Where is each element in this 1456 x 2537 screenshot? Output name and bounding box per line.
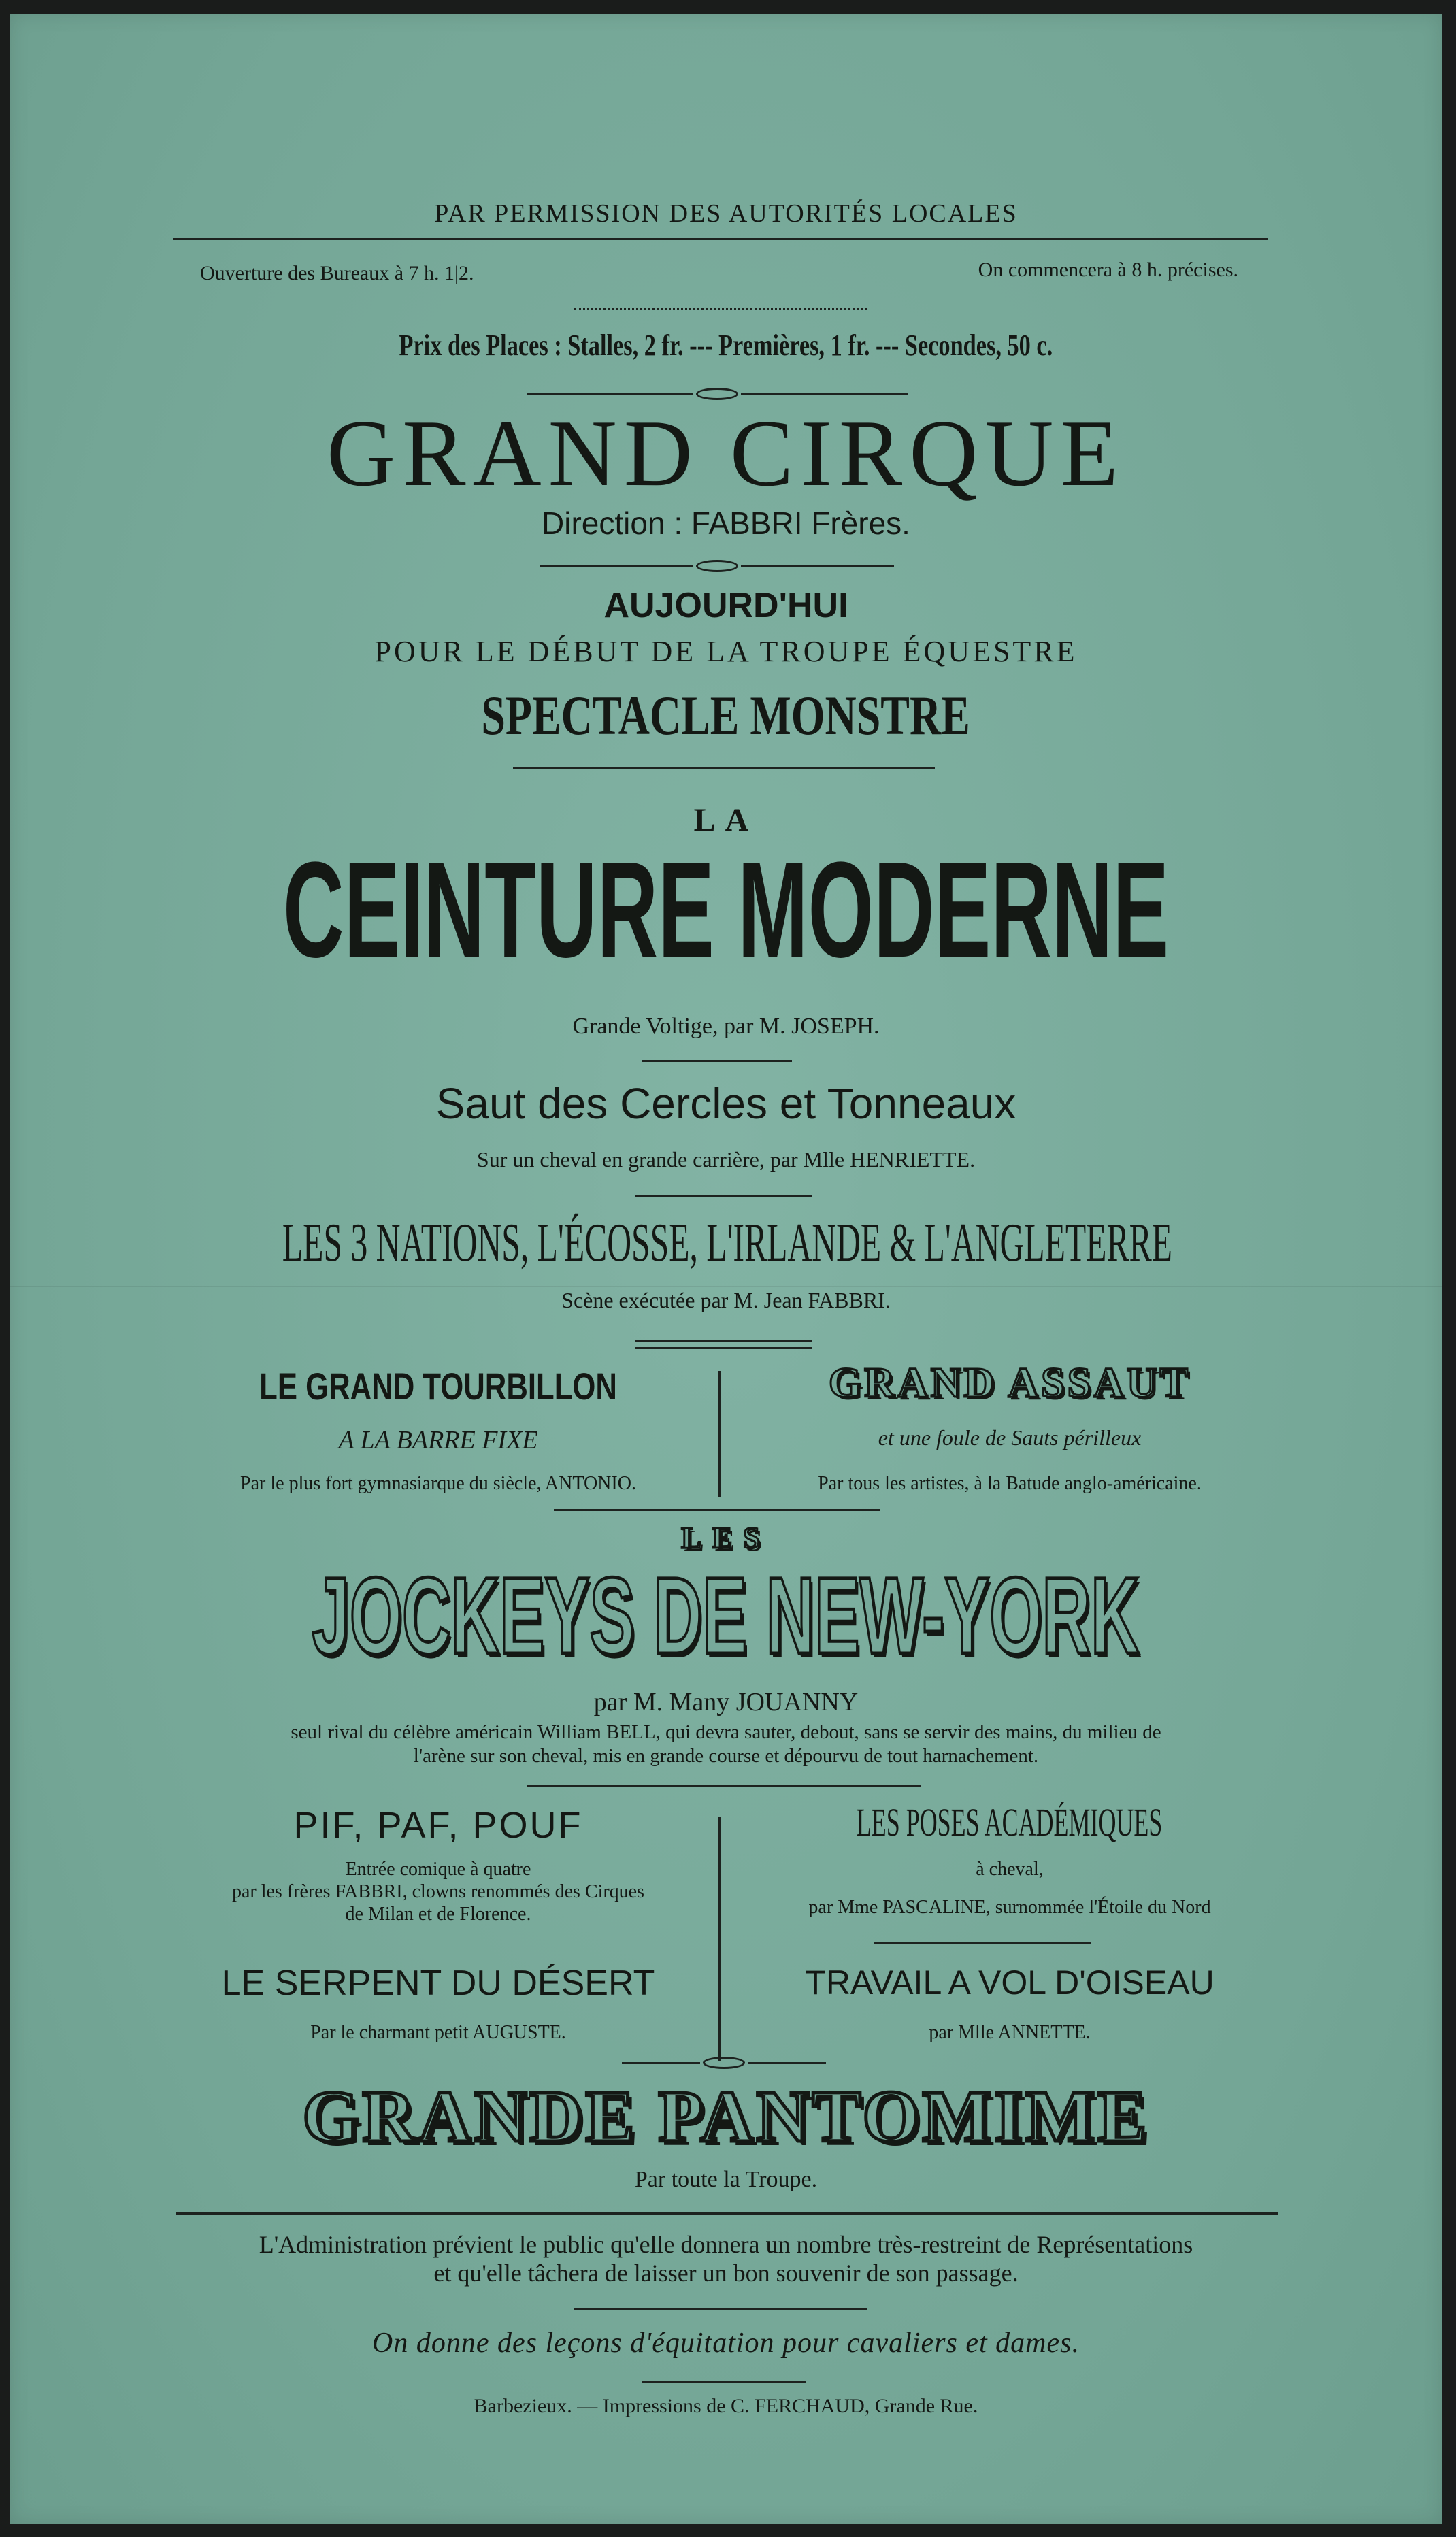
pif-line-2: par les frères FABBRI, clowns renommés des Cirques	[231, 1881, 645, 1902]
short-rule-1	[642, 1060, 792, 1062]
tourbillon-title: LE GRAND TOURBILLON	[259, 1365, 617, 1408]
poses-line-1: à cheval,	[976, 1859, 1044, 1880]
grande-pantomime-title: GRANDE PANTOMIME	[302, 2076, 1150, 2157]
tourbillon-subtitle: A LA BARRE FIXE	[338, 1426, 538, 1455]
les-label: LES	[681, 1521, 771, 1555]
short-rule-2	[635, 1195, 812, 1197]
jockeys-new-york-title: JOCKEYS DE NEW-YORK	[312, 1555, 1140, 1676]
serpent-desert-title: LE SERPENT DU DÉSERT	[221, 1963, 655, 2003]
poses-academiques-title: LES POSES ACADÉMIQUES	[857, 1800, 1163, 1844]
rule-tourbillon	[554, 1509, 880, 1511]
poster-sheet	[10, 14, 1442, 2524]
double-rule-b	[635, 1347, 812, 1349]
printer-credit: Barbezieux. — Impressions de C. FERCHAUD, Grande Rue.	[474, 2395, 978, 2417]
assaut-byline: Par tous les artistes, à la Batude anglo-américaine.	[818, 1473, 1202, 1494]
pif-line-1: Entrée comique à quatre	[345, 1859, 531, 1880]
rule-spectacle	[513, 767, 935, 769]
grand-assaut-title: GRAND ASSAUT	[828, 1360, 1191, 1406]
direction-line: Direction : FABBRI Frères.	[542, 505, 910, 541]
column-divider-1	[718, 1371, 721, 1497]
short-rule-printer	[642, 2381, 806, 2383]
nations-subtitle: Scène exécutée par M. Jean FABBRI.	[561, 1288, 891, 1312]
today-heading: AUJOURD'HUI	[603, 586, 848, 625]
short-rule-poses	[874, 1942, 1091, 1944]
ticket-prices: Prix des Places : Stalles, 2 fr. --- Premières, 1 fr. --- Secondes, 50 c.	[399, 329, 1053, 362]
vol-byline: par Mlle ANNETTE.	[929, 2022, 1091, 2043]
vol-oiseau-title: TRAVAIL A VOL D'OISEAU	[805, 1963, 1214, 2002]
ceinture-moderne-title: CEINTURE MODERNE	[282, 834, 1170, 986]
debut-line: POUR LE DÉBUT DE LA TROUPE ÉQUESTRE	[374, 635, 1078, 668]
pantomime-byline: Par toute la Troupe.	[634, 2167, 818, 2192]
trois-nations-title: LES 3 NATIONS, L'ÉCOSSE, L'IRLANDE & L'ANGLETERRE	[282, 1213, 1172, 1273]
administration-notice-1: L'Administration prévient le public qu'elle donnera un nombre très-restreint de Représentations	[259, 2231, 1193, 2258]
header-rule	[173, 238, 1268, 240]
ceinture-subtitle: Grande Voltige, par M. JOSEPH.	[572, 1014, 880, 1039]
saut-subtitle: Sur un cheval en grande carrière, par Mlle HENRIETTE.	[476, 1147, 976, 1172]
opening-hours: Ouverture des Bureaux à 7 h. 1|2.	[200, 262, 474, 284]
ornament-divider-2	[540, 561, 894, 571]
serpent-byline: Par le charmant petit AUGUSTE.	[310, 2022, 566, 2043]
fold-crease	[10, 1286, 1442, 1287]
double-rule-a	[635, 1340, 812, 1342]
assaut-subtitle: et une foule de Sauts périlleux	[878, 1425, 1142, 1450]
pif-line-3: de Milan et de Florence.	[345, 1904, 531, 1925]
short-rule-footer	[574, 2308, 867, 2310]
poses-line-2: par Mme PASCALINE, surnommée l'Étoile du Nord	[808, 1897, 1211, 1918]
grand-cirque-title: GRAND CIRQUE	[327, 401, 1125, 506]
la-label: LA	[693, 802, 759, 838]
spectacle-monstre: SPECTACLE MONSTRE	[481, 684, 971, 746]
saut-title: Saut des Cercles et Tonneaux	[435, 1079, 1016, 1128]
jockeys-byline: par M. Many JOUANNY	[593, 1688, 859, 1717]
ornament-divider	[527, 389, 908, 399]
tourbillon-byline: Par le plus fort gymnasiarque du siècle, ANTONIO.	[240, 1473, 636, 1494]
ornament-divider-3	[622, 2058, 826, 2068]
wavy-divider	[574, 308, 867, 315]
administration-notice-2: et qu'elle tâchera de laisser un bon souvenir de son passage.	[433, 2259, 1019, 2287]
column-divider-2	[718, 1817, 721, 2061]
riding-lessons-line: On donne des leçons d'équitation pour cavaliers et dames.	[372, 2327, 1080, 2359]
permission-line: PAR PERMISSION DES AUTORITÉS LOCALES	[434, 199, 1018, 228]
footer-rule	[176, 2212, 1278, 2215]
start-time: On commencera à 8 h. précises.	[978, 259, 1238, 281]
pif-paf-pouf-title: PIF, PAF, POUF	[293, 1805, 583, 1846]
jockeys-description-1: seul rival du célèbre américain William BELL, qui devra sauter, debout, sans se servir des mains, du milieu de	[291, 1721, 1161, 1743]
jockeys-description-2: l'arène sur son cheval, mis en grande course et dépourvu de tout harnachement.	[413, 1745, 1039, 1767]
rule-jockeys	[527, 1785, 921, 1787]
